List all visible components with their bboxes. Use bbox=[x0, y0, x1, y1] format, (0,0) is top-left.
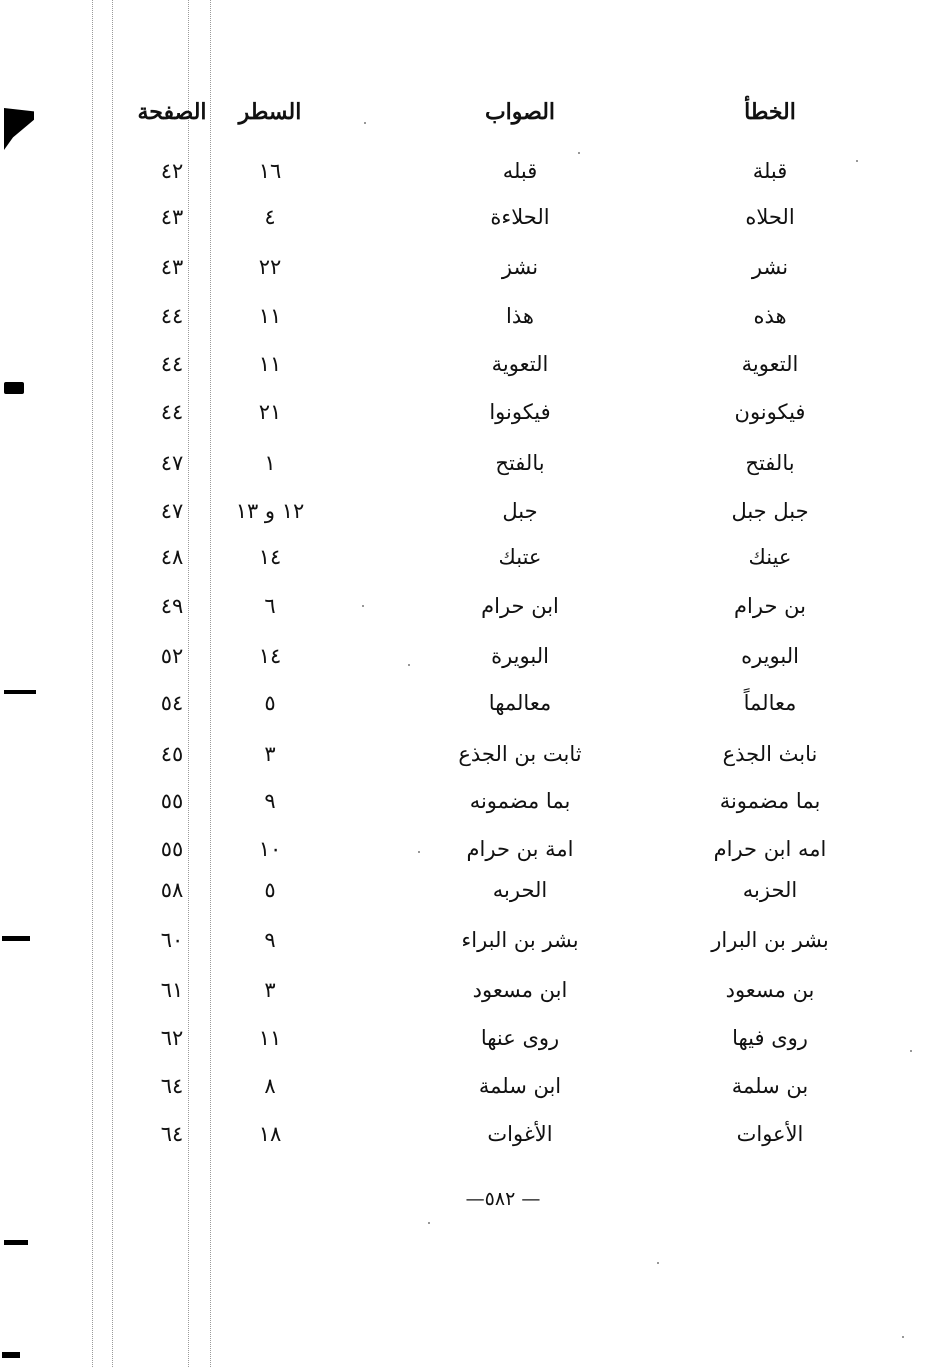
cell-page: ٥٥ bbox=[160, 837, 184, 861]
cell-wrong: بما مضمونة bbox=[719, 789, 821, 813]
cell-line: ٣ bbox=[264, 978, 276, 1002]
cell-correct: روى عنها bbox=[480, 1026, 560, 1050]
cell-line: ٩ bbox=[264, 928, 276, 952]
cell-page: ٤٤ bbox=[160, 400, 184, 424]
cell-page: ٥٤ bbox=[160, 691, 184, 715]
cell-line: ١٤ bbox=[258, 545, 282, 569]
header-page: الصفحة bbox=[137, 99, 207, 125]
cell-line: ٦ bbox=[264, 594, 276, 618]
cell-correct: فيكونوا bbox=[489, 400, 551, 424]
cell-wrong: بالفتح bbox=[745, 451, 795, 475]
cell-line: ١٤ bbox=[258, 644, 282, 668]
cell-page: ٦١ bbox=[160, 978, 184, 1002]
cell-line: ١٦ bbox=[258, 159, 282, 183]
cell-page: ٤٧ bbox=[160, 451, 184, 475]
page-number: — ٥٨٢— bbox=[465, 1188, 541, 1210]
cell-correct: ابن مسعود bbox=[472, 978, 568, 1002]
cell-correct: بشر بن البراء bbox=[461, 928, 579, 952]
cell-page: ٤٨ bbox=[160, 545, 184, 569]
cell-page: ٦٢ bbox=[160, 1026, 184, 1050]
cell-correct: جبل bbox=[502, 499, 538, 523]
header-correct: الصواب bbox=[484, 99, 556, 125]
cell-line: ٨ bbox=[264, 1074, 276, 1098]
cell-wrong: نشر bbox=[751, 255, 789, 279]
cell-page: ٤٤ bbox=[160, 352, 184, 376]
cell-wrong: الأعوات bbox=[736, 1122, 804, 1146]
cell-wrong: الحلاه bbox=[745, 205, 795, 229]
cell-line: ٥ bbox=[264, 878, 276, 902]
cell-page: ٤٥ bbox=[160, 742, 184, 766]
cell-correct: هذا bbox=[506, 304, 534, 328]
cell-page: ٤٣ bbox=[160, 205, 184, 229]
cell-line: ٩ bbox=[264, 789, 276, 813]
cell-correct: التعوية bbox=[491, 352, 549, 376]
cell-page: ٤٤ bbox=[160, 304, 184, 328]
cell-correct: البويرة bbox=[491, 644, 549, 668]
cell-wrong: الحزبه bbox=[742, 878, 798, 902]
cell-line: ١٠ bbox=[258, 837, 282, 861]
cell-wrong: جبل جبل bbox=[731, 499, 809, 523]
cell-wrong: فيكونون bbox=[734, 400, 806, 424]
cell-correct: نشز bbox=[501, 255, 539, 279]
cell-wrong: عينك bbox=[748, 545, 792, 569]
cell-correct: ابن سلمة bbox=[478, 1074, 562, 1098]
cell-line: ٥ bbox=[264, 691, 276, 715]
cell-wrong: هذه bbox=[753, 304, 787, 328]
cell-correct: ابن حرام bbox=[481, 594, 559, 618]
cell-line: ٢٢ bbox=[258, 255, 282, 279]
cell-wrong: معالماً bbox=[743, 691, 797, 715]
cell-page: ٥٨ bbox=[160, 878, 184, 902]
cell-line: ١٨ bbox=[258, 1122, 282, 1146]
cell-page: ٦٠ bbox=[160, 928, 184, 952]
cell-wrong: بن مسعود bbox=[725, 978, 815, 1002]
cell-correct: الأغوات bbox=[487, 1122, 553, 1146]
cell-correct: قبله bbox=[502, 159, 538, 183]
cell-line: ١١ bbox=[258, 1026, 282, 1050]
cell-page: ٤٧ bbox=[160, 499, 184, 523]
cell-correct: الحربه bbox=[492, 878, 548, 902]
cell-line: ٤ bbox=[264, 205, 276, 229]
cell-wrong: امه ابن حرام bbox=[713, 837, 827, 861]
cell-correct: الحلاءة bbox=[490, 205, 550, 229]
cell-wrong: روى فيها bbox=[732, 1026, 808, 1050]
cell-correct: معالمها bbox=[488, 691, 552, 715]
cell-wrong: نابث الجذع bbox=[722, 742, 818, 766]
cell-wrong: بن سلمة bbox=[731, 1074, 809, 1098]
cell-wrong: بشر بن البرار bbox=[711, 928, 829, 952]
cell-line: ١٢ و ١٣ bbox=[235, 499, 305, 523]
cell-correct: بما مضمونه bbox=[469, 789, 571, 813]
cell-page: ٥٥ bbox=[160, 789, 184, 813]
cell-line: ١١ bbox=[258, 352, 282, 376]
cell-line: ٣ bbox=[264, 742, 276, 766]
cell-line: ١ bbox=[264, 451, 276, 475]
cell-wrong: التعوية bbox=[741, 352, 799, 376]
cell-page: ٤٢ bbox=[160, 159, 184, 183]
cell-page: ٤٩ bbox=[160, 594, 184, 618]
cell-page: ٦٤ bbox=[160, 1122, 184, 1146]
cell-correct: ثابت بن الجذع bbox=[458, 742, 582, 766]
header-line: السطر bbox=[238, 99, 302, 125]
cell-page: ٦٤ bbox=[160, 1074, 184, 1098]
cell-wrong: قبلة bbox=[752, 159, 788, 183]
cell-wrong: بن حرام bbox=[734, 594, 806, 618]
cell-correct: عتبك bbox=[498, 545, 542, 569]
cell-line: ١١ bbox=[258, 304, 282, 328]
cell-correct: بالفتح bbox=[495, 451, 545, 475]
cell-page: ٤٣ bbox=[160, 255, 184, 279]
cell-wrong: البويره bbox=[741, 644, 799, 668]
header-wrong: الخطأ bbox=[744, 99, 796, 125]
cell-page: ٥٢ bbox=[160, 644, 184, 668]
cell-correct: امة بن حرام bbox=[466, 837, 574, 861]
cell-line: ٢١ bbox=[258, 400, 282, 424]
